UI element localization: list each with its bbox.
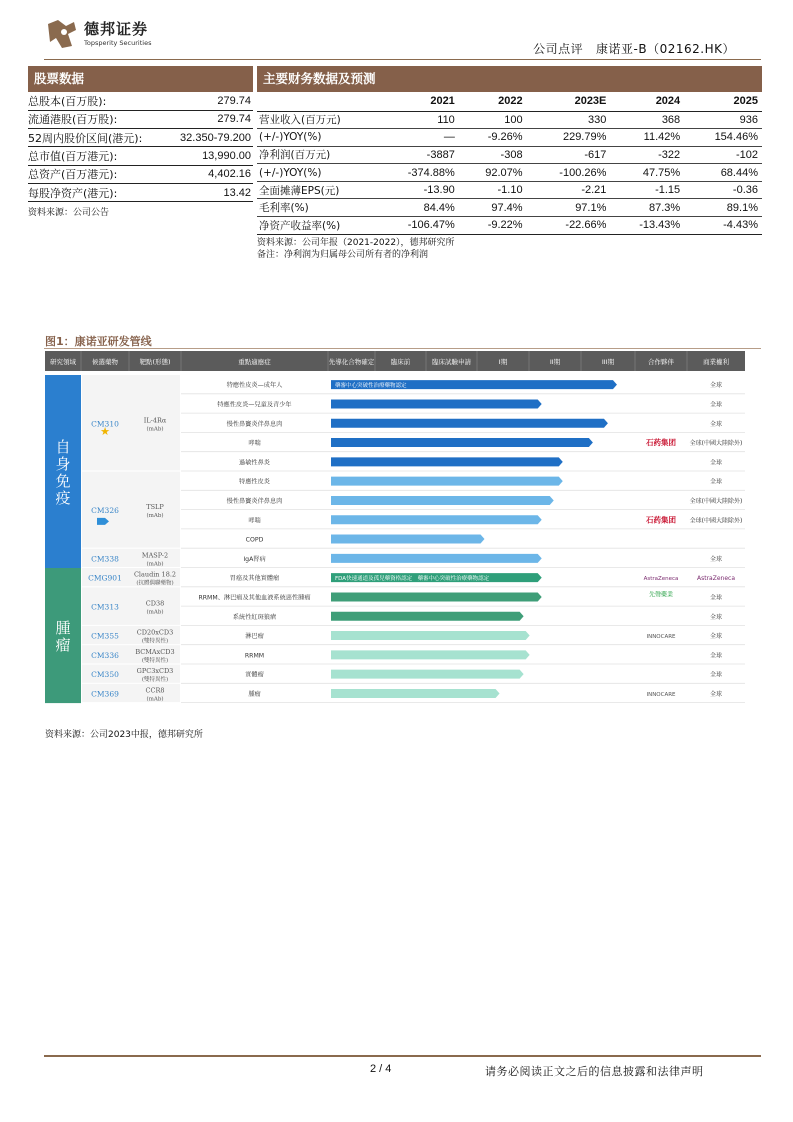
- pipeline-progress-bar: [331, 592, 542, 601]
- pipeline-target-line: MASP-2: [141, 551, 169, 560]
- pipeline-rights: 全球: [709, 594, 723, 602]
- stock-data-label: 每股净资产(港元):: [28, 183, 165, 201]
- stock-data-table: [28, 92, 253, 202]
- pipeline-target: [137, 629, 173, 645]
- star-icon: ★: [100, 425, 110, 439]
- pipeline-progress-bar: [331, 399, 542, 408]
- financials-cell: -1.15: [610, 181, 684, 199]
- stock-data-title: 股票数据: [28, 66, 253, 92]
- pipeline-header-cell: 研究領域: [50, 358, 76, 366]
- financials-table: [257, 92, 762, 235]
- pipeline-progress-bar: [331, 535, 485, 544]
- header-divider: [44, 59, 761, 60]
- financials-row-label: 毛利率(%): [257, 199, 375, 217]
- financials-cell: -617: [527, 146, 611, 164]
- pipeline-indication: 系統性紅斑狼瘡: [232, 613, 277, 621]
- pipeline-progress-bar: [331, 689, 500, 698]
- pipeline-progress-bar: [331, 612, 524, 621]
- financials-cell: 368: [610, 111, 684, 129]
- pipeline-rights: 全球(中國大陸除外): [689, 517, 743, 525]
- pipeline-rights: 全球(中國大陸除外): [689, 497, 743, 505]
- brand-name: 德邦证券: [84, 20, 149, 38]
- financials-cell: -2.21: [527, 181, 611, 199]
- pipeline-indication: 胃癌及其他實體瘤: [229, 575, 280, 583]
- pipeline-chart: [45, 351, 745, 719]
- pipeline-target-line: (雙特異性): [141, 638, 169, 645]
- pipeline-header-cell: 靶點(形態): [139, 358, 171, 366]
- pipeline-drug-name: CM313: [91, 602, 119, 612]
- pipeline-target-line: CD38: [145, 599, 165, 608]
- pipeline-partner-second: 先聲藥業: [648, 591, 674, 599]
- stock-data-panel: [28, 66, 253, 218]
- financials-cell: 229.79%: [527, 129, 611, 147]
- pipeline-partner: AstraZeneca: [643, 576, 679, 583]
- financials-row-label: 营业收入(百万元): [257, 111, 375, 129]
- pipeline-target-line: (雙特異性): [141, 657, 169, 664]
- pipeline-header-cell: 重點適應症: [238, 358, 271, 366]
- disclaimer: 请务必阅读正文之后的信息披露和法律声明: [485, 1065, 704, 1078]
- pipeline-target-line: IL-4Rα: [143, 416, 167, 425]
- pipeline-target-line: CCR8: [145, 686, 165, 695]
- financials-row: [257, 199, 762, 217]
- pipeline-indication: IgA腎病: [243, 555, 266, 563]
- financials-cell: -3887: [375, 146, 459, 164]
- pipeline-drug-name: CM336: [91, 650, 119, 660]
- pipeline-target-line: (抗體偶聯藥物): [136, 580, 174, 587]
- pipeline-area-label-char: 免: [55, 472, 71, 490]
- pipeline-rights: 全球: [709, 633, 723, 641]
- pipeline-progress-bar: [331, 496, 554, 505]
- financials-cell: 92.07%: [459, 164, 527, 182]
- stock-data-label: 52周内股价区间(港元):: [28, 129, 165, 147]
- financials-cell: -308: [459, 146, 527, 164]
- report-header: [533, 40, 735, 57]
- company-name: 康诺亚-B（02162.HK）: [596, 42, 735, 56]
- financials-cell: -9.26%: [459, 129, 527, 147]
- financials-cell: 89.1%: [684, 199, 762, 217]
- stock-data-value: 279.74: [165, 110, 253, 128]
- financials-cell: -9.22%: [459, 217, 527, 235]
- figure-source: 资料来源：公司2023中报，德邦研究所: [45, 730, 203, 740]
- pipeline-progress-bar: [331, 554, 542, 563]
- financials-row-label: 净资产收益率(%): [257, 217, 375, 235]
- pipeline-progress-bar: [331, 650, 530, 659]
- pipeline-indication: 慢性鼻竇炎伴鼻息肉: [226, 420, 283, 428]
- financials-row-label: (+/-)YOY(%): [257, 129, 375, 147]
- pipeline-target: [146, 686, 165, 702]
- financials-year-header: 2022: [459, 92, 527, 111]
- pipeline-rights: 全球: [709, 420, 723, 428]
- pipeline-target-line: (mAb): [146, 561, 164, 568]
- pipeline-indication: RRMM、淋巴瘤及其他血液系統惡性腫瘤: [198, 594, 311, 602]
- pipeline-target: [134, 571, 176, 587]
- pipeline-header-cell: 臨床前: [390, 358, 411, 366]
- pipeline-area-label-char: 自: [55, 438, 71, 456]
- pipeline-drug-name: CM350: [91, 670, 119, 680]
- pipeline-progress-bar: [331, 438, 593, 447]
- financials-row-label: 净利润(百万元): [257, 146, 375, 164]
- pipeline-rights: 全球: [709, 652, 723, 660]
- financials-cell: -13.43%: [610, 217, 684, 235]
- pipeline-area-label-char: 身: [55, 455, 71, 473]
- brand-name-en: Topsperity Securities: [84, 39, 152, 47]
- footer-divider: [44, 1055, 761, 1057]
- financials-cell: 97.4%: [459, 199, 527, 217]
- financials-cell: -0.36: [684, 181, 762, 199]
- pipeline-area-label-char: 腫: [55, 619, 71, 638]
- pipeline-drug-name: CM355: [91, 631, 119, 641]
- financials-cell: —: [375, 129, 459, 147]
- pipeline-header-cell: 候選藥物: [92, 358, 118, 366]
- financials-cell: -374.88%: [375, 164, 459, 182]
- financials-year-header: 2023E: [527, 92, 611, 111]
- pipeline-drug-name: CMG901: [88, 573, 122, 583]
- financials-cell: -4.43%: [684, 217, 762, 235]
- pipeline-header-cell: 臨床試驗申請: [432, 358, 471, 366]
- figure-title: 图1：康诺亚研发管线: [45, 335, 152, 348]
- stock-data-row: [28, 147, 253, 165]
- stock-data-label: 流通港股(百万股):: [28, 110, 165, 128]
- pipeline-header-cell: 先導化合物確定: [328, 358, 375, 366]
- pipeline-bar-label: 藥審中心突破性治療藥物認定: [335, 382, 407, 389]
- financials-row: [257, 217, 762, 235]
- pipeline-rights: 全球: [709, 401, 723, 409]
- financials-cell: -13.90: [375, 181, 459, 199]
- page-number: 2 / 4: [370, 1063, 392, 1075]
- pipeline-header-cell: III期: [601, 358, 615, 366]
- financials-cell: 936: [684, 111, 762, 129]
- financials-cell: 68.44%: [684, 164, 762, 182]
- pipeline-indication: 特應性皮炎—成年人: [226, 382, 283, 390]
- financials-row: [257, 111, 762, 129]
- financials-row-label: (+/-)YOY(%): [257, 164, 375, 182]
- financials-cell: 154.46%: [684, 129, 762, 147]
- stock-data-source: 资料来源：公司公告: [28, 208, 110, 219]
- pipeline-target-line: GPC3xCD3: [136, 667, 174, 676]
- pipeline-target-line: CD20xCD3: [136, 628, 174, 637]
- financials-cell: 100: [459, 111, 527, 129]
- pipeline-indication: 慢性鼻竇炎伴鼻息肉: [226, 497, 283, 505]
- stock-data-label: 总资产(百万港元):: [28, 165, 165, 183]
- pipeline-target-line: (mAb): [146, 696, 164, 703]
- pipeline-target-line: (雙特異性): [141, 677, 169, 684]
- financials-row-label: 全面摊薄EPS(元): [257, 181, 375, 199]
- pipeline-drug-name: CM338: [91, 554, 119, 564]
- stock-data-row: [28, 183, 253, 201]
- stock-data-value: 13,990.00: [165, 147, 253, 165]
- pipeline-bar-label: FDA快速通道及孤兒藥資格認定 藥審中心突破性治療藥物認定: [335, 575, 490, 582]
- financials-cell: -106.47%: [375, 217, 459, 235]
- pipeline-rights: 全球: [709, 382, 723, 390]
- pipeline-rights: AstraZeneca: [697, 575, 735, 583]
- stock-data-value: 4,402.16: [165, 165, 253, 183]
- pipeline-progress-bar: [331, 515, 542, 524]
- financials-row: [257, 181, 762, 199]
- pipeline-rights: 全球: [709, 613, 723, 621]
- stock-data-value: 32.350-79.200: [165, 129, 253, 147]
- pipeline-target: [137, 667, 174, 683]
- pipeline-rights: 全球: [709, 478, 723, 486]
- financials-cell: 84.4%: [375, 199, 459, 217]
- pipeline-rights: 全球: [709, 690, 723, 698]
- pipeline-partner: 石药集团: [646, 515, 676, 525]
- financials-cell: 330: [527, 111, 611, 129]
- financials-cell: -100.26%: [527, 164, 611, 182]
- pipeline-target-line: (mAb): [146, 426, 164, 433]
- financials-cell: -102: [684, 146, 762, 164]
- financials-year-header: 2021: [375, 92, 459, 111]
- pipeline-target: [146, 503, 164, 519]
- pipeline-indication: 淋巴瘤: [245, 633, 264, 641]
- pipeline-rights: 全球(中國大陸除外): [689, 440, 743, 448]
- stock-data-row: [28, 165, 253, 183]
- brand-logo: [44, 16, 174, 54]
- financials-row: [257, 146, 762, 164]
- pipeline-indication: COPD: [245, 536, 264, 544]
- financials-cell: 47.75%: [610, 164, 684, 182]
- pipeline-partner: INNOCARE: [646, 634, 676, 641]
- pipeline-target: [146, 600, 164, 616]
- financials-cell: 97.1%: [527, 199, 611, 217]
- financials-note: 备注：净利润为归属母公司所有者的净利润: [257, 249, 429, 260]
- stock-data-row: [28, 129, 253, 147]
- financials-title: 主要财务数据及预测: [257, 66, 762, 92]
- financials-cell: 87.3%: [610, 199, 684, 217]
- stock-data-label: 总市值(百万港元):: [28, 147, 165, 165]
- pipeline-progress-bar: [331, 631, 530, 640]
- pipeline-indication: 特應性皮炎—兒童及青少年: [217, 401, 292, 409]
- pipeline-indication: 哮喘: [248, 440, 261, 448]
- pipeline-indication: 哮喘: [248, 517, 261, 525]
- financials-row: [257, 164, 762, 182]
- pipeline-indication: RRMM: [244, 652, 265, 660]
- pipeline-target-line: BCMAxCD3: [135, 647, 175, 656]
- pipeline-indication: 腫瘤: [248, 690, 261, 698]
- stock-data-row: [28, 92, 253, 110]
- stock-data-value: 13.42: [165, 183, 253, 201]
- financials-year-header: 2025: [684, 92, 762, 111]
- financials-cell: -22.66%: [527, 217, 611, 235]
- stock-data-label: 总股本(百万股):: [28, 92, 165, 110]
- stock-data-row: [28, 110, 253, 128]
- pipeline-partner: INNOCARE: [646, 691, 676, 698]
- report-type: 公司点评: [533, 42, 584, 56]
- financials-corner: [257, 92, 375, 111]
- pipeline-drug-name: CM369: [91, 689, 119, 699]
- financials-source: 资料来源：公司年报（2021-2022），德邦研究所: [257, 237, 455, 248]
- pipeline-area-label-char: 瘤: [55, 636, 71, 655]
- pipeline-progress-bar: [331, 457, 563, 466]
- pipeline-progress-bar: [331, 419, 608, 428]
- pipeline-rights: 全球: [709, 459, 723, 467]
- financials-cell: -322: [610, 146, 684, 164]
- stock-data-value: 279.74: [165, 92, 253, 110]
- pipeline-indication: 過敏性鼻炎: [239, 459, 270, 467]
- pipeline-progress-bar: [331, 670, 524, 679]
- pipeline-header-cell: II期: [549, 358, 561, 366]
- financials-cell: -1.10: [459, 181, 527, 199]
- pipeline-indication: 實體瘤: [245, 671, 264, 679]
- financials-year-header: 2024: [610, 92, 684, 111]
- pipeline-indication: 特應性皮炎: [239, 478, 270, 486]
- brand-mark-icon: [44, 16, 80, 52]
- figure-divider: [44, 348, 761, 349]
- pipeline-rights: 全球: [709, 671, 723, 679]
- financials-cell: 110: [375, 111, 459, 129]
- financials-cell: 11.42%: [610, 129, 684, 147]
- pipeline-header-cell: 商業權利: [703, 358, 729, 366]
- pipeline-progress-bar: [331, 477, 563, 486]
- pipeline-area-label-char: 疫: [55, 489, 71, 507]
- pipeline-drug-name: CM326: [91, 506, 119, 516]
- pipeline-partner: 石药集团: [646, 438, 676, 448]
- financials-row: [257, 129, 762, 147]
- financials-panel: [257, 66, 762, 261]
- pipeline-drug-name: CM310: [91, 419, 119, 429]
- pipeline-target-line: (mAb): [146, 609, 164, 616]
- pipeline-rights: 全球: [709, 555, 723, 563]
- pipeline-target-line: Claudin 18.2: [133, 570, 177, 579]
- pipeline-header-cell: I期: [498, 358, 508, 366]
- pipeline-target-line: (mAb): [146, 513, 164, 520]
- pipeline-header-cell: 合作夥伴: [648, 358, 674, 366]
- pipeline-target-line: TSLP: [146, 503, 164, 512]
